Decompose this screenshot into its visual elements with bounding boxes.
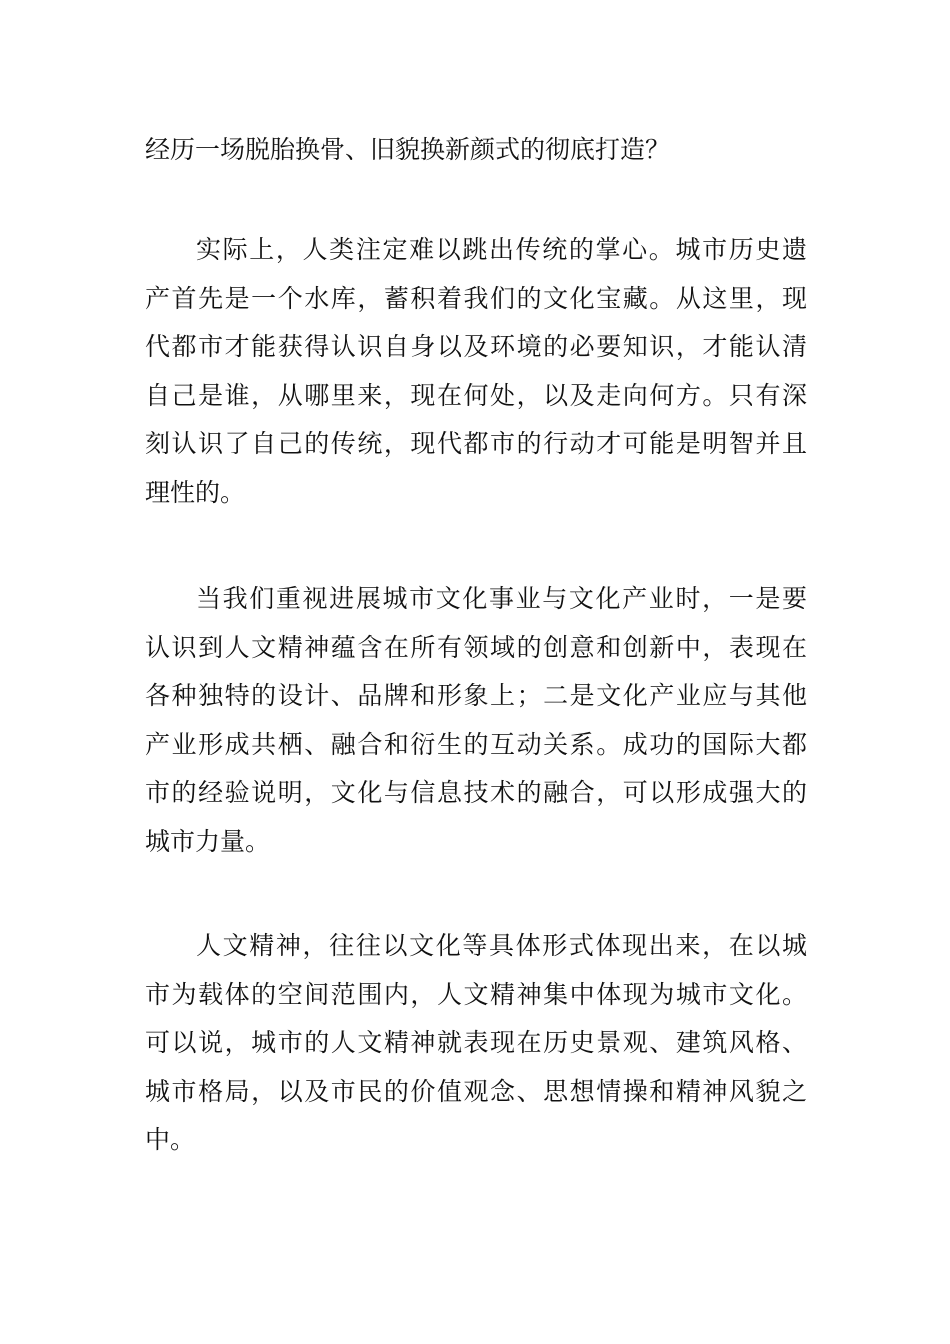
text-line: 当我们重视进展城市文化事业与文化产业时，一是要 <box>196 584 807 613</box>
text-line: 代都市才能获得认识自身以及环境的必要知识，才能认清 <box>145 332 807 361</box>
text-line: 产首先是一个水库，蓄积着我们的文化宝藏。从这里，现 <box>145 283 807 313</box>
text-line: 理性的。 <box>145 477 246 507</box>
text-line: 市为载体的空间范围内，人文精神集中体现为城市文化。 <box>145 979 807 1009</box>
paragraph <box>145 922 807 1165</box>
text-line: 市的经验说明，文化与信息技术的融合，可以形成强大的 <box>145 778 807 807</box>
text-line: 中。 <box>145 1125 196 1154</box>
text-line: 实际上，人类注定难以跳出传统的掌心。城市历史遗 <box>196 235 807 264</box>
text-line: 城市格局，以及市民的价值观念、思想情操和精神风貌之 <box>145 1076 807 1106</box>
text-line: 城市力量。 <box>145 826 271 856</box>
paragraph <box>145 575 807 866</box>
text-line: 可以说，城市的人文精神就表现在历史景观、建筑风格、 <box>145 1028 807 1057</box>
paragraph <box>145 126 807 175</box>
text-line: 自己是谁，从哪里来，现在何处，以及走向何方。只有深 <box>145 380 807 410</box>
text-line: 各种独特的设计、品牌和形象上；二是文化产业应与其他 <box>145 681 807 710</box>
text-line: 产业形成共栖、融合和衍生的互动关系。成功的国际大都 <box>145 729 807 759</box>
paragraph <box>145 226 807 517</box>
text-line: 人文精神，往往以文化等具体形式体现出来，在以城 <box>196 931 807 960</box>
text-line: 认识到人文精神蕴含在所有领域的创意和创新中，表现在 <box>145 632 807 662</box>
text-line: 刻认识了自己的传统，现代都市的行动才可能是明智并且 <box>145 429 807 458</box>
text-line: 经历一场脱胎换骨、旧貌换新颜式的彻底打造？ <box>145 135 671 164</box>
